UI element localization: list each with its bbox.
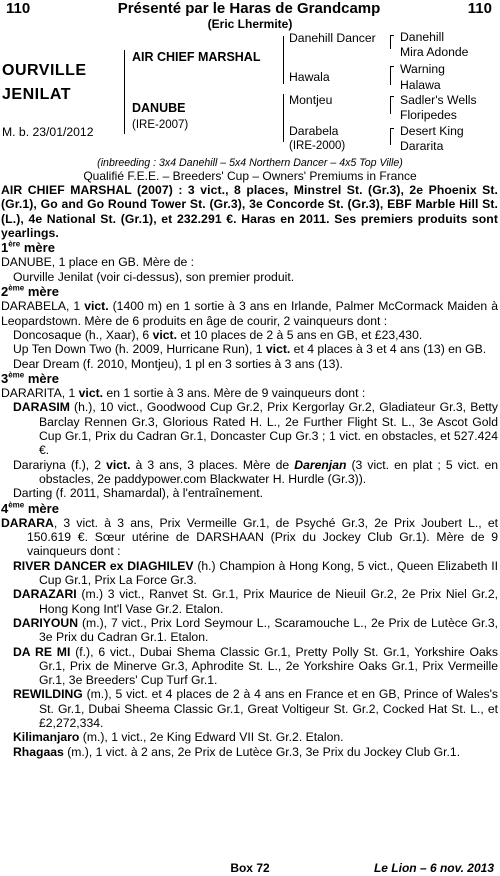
produce-rhagaas: Rhagaas (m.), 1 vict. à 2 ans, 2e Prix de Lutèce Gr.3, 3e Prix du Jockey Club Gr.1. bbox=[13, 744, 461, 759]
produce-upten: Up Ten Down Two (h. 2009, Hurricane Run), 1 vict. et 4 places à 3 et 4 ans (13) en GB. bbox=[13, 342, 487, 357]
heading-first-dam: 1ère mère bbox=[1, 239, 55, 256]
heading-second-dam: 2ème mère bbox=[1, 283, 59, 300]
sire-name: AIR CHIEF MARSHAL bbox=[132, 50, 261, 64]
produce-darazari: DARAZARI (m.) 3 vict., Ranvet St. Gr.1, Prix Maurice de Nieuil Gr.2, 2e Prix Niel Gr.2, Hong Kong Int'l Vase Gr.2. Etalon. bbox=[13, 587, 498, 616]
horse-name-line2: JENILAT bbox=[2, 86, 71, 103]
qualification-note: Qualifié F.E.E. – Breeders' Cup – Owners' Premiums in France bbox=[83, 169, 417, 183]
horse-name-line1: OURVILLE bbox=[2, 62, 87, 79]
produce-kilimanjaro: Kilimanjaro (m.), 1 vict., 2e King Edward VII St. Gr.2. Etalon. bbox=[13, 730, 344, 745]
sire-dam: Hawala bbox=[289, 70, 330, 84]
dam-darabela: DARABELA, 1 vict. (1400 m) en 1 sortie à 3 ans en Irlande, Palmer McCormack Maiden à Leopardstown. Mère de 6 produits en âge de courir, 2 vainqueurs dont : bbox=[1, 299, 498, 328]
g3-3: Warning bbox=[400, 62, 445, 76]
produce-rewilding: REWILDING (m.), 5 vict. et 4 places de 2 à 4 ans en France et en GB, Prince of Wales's St. Gr.1, Dubai Sheema Classic Gr.1, Great Voltigeur St. Gr.2, Cocked Hat St. L., et £2,272,334. bbox=[13, 687, 498, 730]
produce-doncosaque: Doncosaque (h., Xaar), 6 vict. et 10 places de 2 à 5 ans en GB, et £23,430. bbox=[13, 327, 423, 342]
produce-darasim: DARASIM (h.), 10 vict., Goodwood Cup Gr.2, Prix Kergorlay Gr.2, Gladiateur Gr.3, Betty Barclay Rennen Gr.3, Glorious Rated H. L., 2e Further Flight St. L., 3e Ascot Gold Cup Gr.1, Prix du Cadran Gr.1, Doncaster Cup Gr.3 ; 1 vict. en obstacles, et 527.424 €. bbox=[13, 400, 498, 458]
produce-river-dancer: RIVER DANCER ex DIAGHILEV (h.) Champion à Hong Kong, 5 vict., Queen Elizabeth II Cup Gr.1, Prix La Force Gr.3. bbox=[13, 558, 498, 588]
dam-dararita: DARARITA, 1 vict. en 1 sortie à 3 ans. Mère de 9 vainqueurs dont : bbox=[1, 386, 366, 401]
source-date: Le Lion – 6 nov. 2013 bbox=[373, 861, 494, 875]
catalogue-body bbox=[1, 183, 498, 759]
produce-ourville: Ourville Jenilat (voir ci-dessus), son premier produit. bbox=[13, 269, 295, 284]
g3-2: Mira Adonde bbox=[400, 45, 469, 59]
g3-5: Sadler's Wells bbox=[400, 93, 477, 107]
pedigree-table bbox=[0, 30, 500, 156]
g3-8: Dararita bbox=[400, 139, 444, 153]
box-number: Box 72 bbox=[230, 861, 270, 875]
dam-sire: Montjeu bbox=[289, 93, 333, 107]
produce-darting: Darting (f. 2011, Shamardal), à l'entraînement. bbox=[13, 486, 264, 501]
presenter-title: Présenté par le Haras de Grandcamp bbox=[117, 0, 381, 17]
dam-dam: Darabela bbox=[289, 124, 339, 138]
dam-dam-origin: (IRE-2000) bbox=[289, 140, 346, 152]
g3-7: Desert King bbox=[400, 124, 464, 138]
inbreeding-note: (inbreeding : 3x4 Danehill – 5x4 Northern Dancer – 4x5 Top Ville) bbox=[97, 157, 403, 169]
produce-darariyna: Darariyna (f.), 2 vict. à 3 ans, 3 places. Mère de Darenjan (3 vict. en plat ; 5 vict. en obstacles, 2e paddypower.com Blackwater H. Hurdle (Gr.3)). bbox=[13, 457, 499, 486]
page-footer bbox=[0, 861, 500, 876]
heading-third-dam: 3ème mère bbox=[1, 370, 59, 386]
g3-6: Floripedes bbox=[400, 108, 457, 122]
owner-name: (Eric Lhermite) bbox=[207, 17, 293, 31]
dam-danube: DANUBE, 1 place en GB. Mère de : bbox=[1, 255, 195, 270]
lot-number-left: 110 bbox=[6, 0, 31, 17]
g3-4: Halawa bbox=[400, 78, 441, 92]
sire-sire: Danehill Dancer bbox=[289, 31, 376, 45]
produce-dariyoun: DARIYOUN (m.), 7 vict., Prix Lord Seymour L., Scaramouche L., 2e Prix de Lutèce Gr.3, 3e Prix du Cadran Gr.1. Etalon. bbox=[13, 615, 498, 645]
dam-name: DANUBE bbox=[132, 101, 186, 115]
heading-fourth-dam: 4ème mère bbox=[1, 500, 59, 516]
dam-darara: DARARA, 3 vict. à 3 ans, Prix Vermeille Gr.1, de Psyché Gr.3, 2e Prix Joubert L., et 150.619 €. Sœur utérine de DARSHAAN (Prix du Jockey Club Gr.1). Mère de 9 vainqueurs dont : bbox=[1, 515, 498, 559]
sire-record: AIR CHIEF MARSHAL (2007) : 3 vict., 8 places, Minstrel St. (Gr.3), 2e Phoenix St. (Gr.1), Go and Go Round Tower St. (Gr.3), 3e Concorde St. (Gr.3), EBF Marble Hill St. (L.), 4e National St. (Gr.1), et 232.291 €. Haras en 2011. Ses premiers produits sont yearlings. bbox=[1, 183, 498, 240]
dam-origin: (IRE-2007) bbox=[132, 119, 189, 131]
g3-1: Danehill bbox=[400, 30, 445, 44]
produce-da-re-mi: DA RE MI (f.), 6 vict., Dubai Shema Classic Gr.1, Pretty Polly St. Gr.1, Yorkshire Oaks Gr.1, Prix de Minerve Gr.3, Aphrodite St. L., 2e Yorkshire Oaks Gr.1, Prix Vermeille Gr.1, 3e Breeders' Cup Turf Gr.1. bbox=[13, 644, 498, 688]
lot-number-right: 110 bbox=[467, 0, 492, 17]
produce-deardream: Dear Dream (f. 2010, Montjeu), 1 pl en 3 sorties à 3 ans (13). bbox=[13, 356, 343, 371]
horse-info: M. b. 23/01/2012 bbox=[2, 125, 94, 139]
